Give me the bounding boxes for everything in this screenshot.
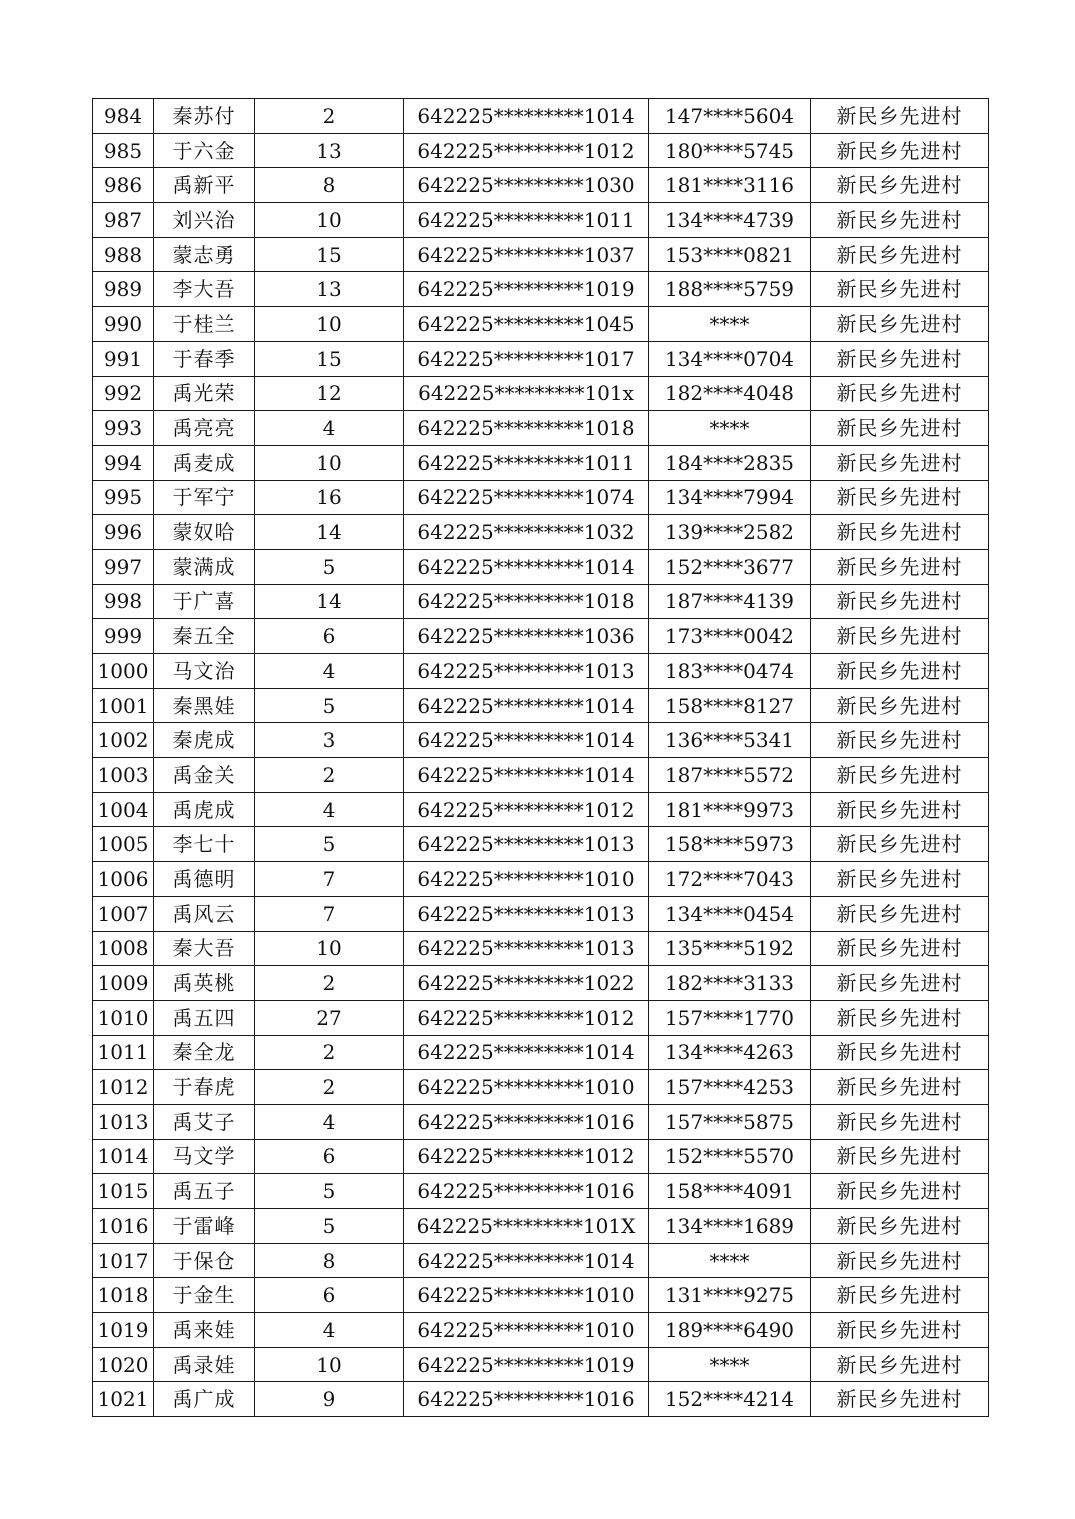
- row-number-cell: 1010: [93, 1000, 154, 1035]
- row-number-cell: 1012: [93, 1070, 154, 1105]
- count-cell: 10: [255, 931, 404, 966]
- village-cell: 新民乡先进村: [811, 931, 989, 966]
- name-cell: 禹亮亮: [154, 411, 255, 446]
- table-row: [93, 1243, 989, 1278]
- row-number-cell: 996: [93, 515, 154, 550]
- village-cell: 新民乡先进村: [811, 862, 989, 897]
- name-cell: 秦黑娃: [154, 688, 255, 723]
- row-number-cell: 999: [93, 619, 154, 654]
- name-cell: 秦全龙: [154, 1035, 255, 1070]
- id-number-cell: 642225*********1014: [404, 688, 649, 723]
- count-cell: 15: [255, 237, 404, 272]
- table-row: [93, 307, 989, 342]
- phone-cell: 153****0821: [649, 237, 811, 272]
- name-cell: 刘兴治: [154, 203, 255, 238]
- row-number-cell: 1011: [93, 1035, 154, 1070]
- village-cell: 新民乡先进村: [811, 896, 989, 931]
- row-number-cell: 1020: [93, 1347, 154, 1382]
- id-number-cell: 642225*********1014: [404, 1243, 649, 1278]
- count-cell: 27: [255, 1000, 404, 1035]
- name-cell: 禹风云: [154, 896, 255, 931]
- table-row: [93, 411, 989, 446]
- row-number-cell: 1005: [93, 827, 154, 862]
- row-number-cell: 989: [93, 272, 154, 307]
- table-row: [93, 445, 989, 480]
- name-cell: 禹艾子: [154, 1104, 255, 1139]
- table-row: [93, 272, 989, 307]
- name-cell: 禹来娃: [154, 1313, 255, 1348]
- count-cell: 6: [255, 1139, 404, 1174]
- row-number-cell: 994: [93, 445, 154, 480]
- count-cell: 6: [255, 1278, 404, 1313]
- count-cell: 2: [255, 1070, 404, 1105]
- table-row: [93, 654, 989, 689]
- phone-cell: 181****3116: [649, 168, 811, 203]
- row-number-cell: 987: [93, 203, 154, 238]
- phone-cell: 157****1770: [649, 1000, 811, 1035]
- row-number-cell: 984: [93, 99, 154, 134]
- id-number-cell: 642225*********1013: [404, 654, 649, 689]
- phone-cell: 131****9275: [649, 1278, 811, 1313]
- id-number-cell: 642225*********1013: [404, 896, 649, 931]
- table-row: [93, 584, 989, 619]
- village-cell: 新民乡先进村: [811, 966, 989, 1001]
- name-cell: 李七十: [154, 827, 255, 862]
- phone-cell: 139****2582: [649, 515, 811, 550]
- count-cell: 8: [255, 168, 404, 203]
- village-cell: 新民乡先进村: [811, 584, 989, 619]
- table-row: [93, 1000, 989, 1035]
- count-cell: 9: [255, 1382, 404, 1417]
- name-cell: 禹德明: [154, 862, 255, 897]
- phone-cell: ****: [649, 411, 811, 446]
- row-number-cell: 993: [93, 411, 154, 446]
- row-number-cell: 985: [93, 133, 154, 168]
- row-number-cell: 1018: [93, 1278, 154, 1313]
- count-cell: 13: [255, 272, 404, 307]
- id-number-cell: 642225*********1011: [404, 445, 649, 480]
- table-row: [93, 376, 989, 411]
- row-number-cell: 991: [93, 341, 154, 376]
- count-cell: 10: [255, 445, 404, 480]
- id-number-cell: 642225*********1022: [404, 966, 649, 1001]
- table-row: [93, 1070, 989, 1105]
- id-number-cell: 642225*********1013: [404, 827, 649, 862]
- table-row: [93, 1347, 989, 1382]
- id-number-cell: 642225*********1012: [404, 1000, 649, 1035]
- phone-cell: 152****4214: [649, 1382, 811, 1417]
- name-cell: 于春虎: [154, 1070, 255, 1105]
- phone-cell: 157****4253: [649, 1070, 811, 1105]
- phone-cell: 180****5745: [649, 133, 811, 168]
- table-row: [93, 1104, 989, 1139]
- id-number-cell: 642225*********1010: [404, 1313, 649, 1348]
- village-cell: 新民乡先进村: [811, 1000, 989, 1035]
- row-number-cell: 992: [93, 376, 154, 411]
- phone-cell: 182****3133: [649, 966, 811, 1001]
- row-number-cell: 1014: [93, 1139, 154, 1174]
- id-number-cell: 642225*********1074: [404, 480, 649, 515]
- name-cell: 禹金关: [154, 758, 255, 793]
- id-number-cell: 642225*********101X: [404, 1209, 649, 1244]
- village-cell: 新民乡先进村: [811, 827, 989, 862]
- row-number-cell: 988: [93, 237, 154, 272]
- id-number-cell: 642225*********1019: [404, 272, 649, 307]
- count-cell: 2: [255, 758, 404, 793]
- phone-cell: 189****6490: [649, 1313, 811, 1348]
- village-cell: 新民乡先进村: [811, 376, 989, 411]
- count-cell: 10: [255, 1347, 404, 1382]
- count-cell: 13: [255, 133, 404, 168]
- id-number-cell: 642225*********1016: [404, 1174, 649, 1209]
- id-number-cell: 642225*********1012: [404, 792, 649, 827]
- row-number-cell: 1001: [93, 688, 154, 723]
- records-table: [92, 98, 989, 1417]
- phone-cell: 134****4263: [649, 1035, 811, 1070]
- name-cell: 秦虎成: [154, 723, 255, 758]
- table-row: [93, 758, 989, 793]
- id-number-cell: 642225*********1018: [404, 411, 649, 446]
- row-number-cell: 1015: [93, 1174, 154, 1209]
- phone-cell: 173****0042: [649, 619, 811, 654]
- table-row: [93, 862, 989, 897]
- records-table-body: [93, 99, 989, 1417]
- count-cell: 2: [255, 966, 404, 1001]
- name-cell: 秦大吾: [154, 931, 255, 966]
- village-cell: 新民乡先进村: [811, 168, 989, 203]
- table-row: [93, 1382, 989, 1417]
- name-cell: 于春季: [154, 341, 255, 376]
- id-number-cell: 642225*********1030: [404, 168, 649, 203]
- row-number-cell: 998: [93, 584, 154, 619]
- village-cell: 新民乡先进村: [811, 758, 989, 793]
- count-cell: 7: [255, 896, 404, 931]
- village-cell: 新民乡先进村: [811, 1035, 989, 1070]
- table-row: [93, 1278, 989, 1313]
- name-cell: 蒙志勇: [154, 237, 255, 272]
- village-cell: 新民乡先进村: [811, 411, 989, 446]
- name-cell: 马文治: [154, 654, 255, 689]
- row-number-cell: 1000: [93, 654, 154, 689]
- village-cell: 新民乡先进村: [811, 792, 989, 827]
- table-row: [93, 99, 989, 134]
- count-cell: 8: [255, 1243, 404, 1278]
- village-cell: 新民乡先进村: [811, 1139, 989, 1174]
- count-cell: 14: [255, 584, 404, 619]
- phone-cell: 134****1689: [649, 1209, 811, 1244]
- table-row: [93, 549, 989, 584]
- id-number-cell: 642225*********1010: [404, 862, 649, 897]
- name-cell: 禹五子: [154, 1174, 255, 1209]
- id-number-cell: 642225*********1014: [404, 99, 649, 134]
- table-row: [93, 168, 989, 203]
- table-row: [93, 723, 989, 758]
- row-number-cell: 1007: [93, 896, 154, 931]
- village-cell: 新民乡先进村: [811, 688, 989, 723]
- phone-cell: 172****7043: [649, 862, 811, 897]
- village-cell: 新民乡先进村: [811, 480, 989, 515]
- phone-cell: 134****7994: [649, 480, 811, 515]
- phone-cell: 182****4048: [649, 376, 811, 411]
- row-number-cell: 1019: [93, 1313, 154, 1348]
- phone-cell: 157****5875: [649, 1104, 811, 1139]
- village-cell: 新民乡先进村: [811, 341, 989, 376]
- row-number-cell: 990: [93, 307, 154, 342]
- count-cell: 3: [255, 723, 404, 758]
- table-row: [93, 1209, 989, 1244]
- name-cell: 于雷峰: [154, 1209, 255, 1244]
- name-cell: 于保仓: [154, 1243, 255, 1278]
- row-number-cell: 1004: [93, 792, 154, 827]
- name-cell: 禹虎成: [154, 792, 255, 827]
- village-cell: 新民乡先进村: [811, 237, 989, 272]
- row-number-cell: 1016: [93, 1209, 154, 1244]
- id-number-cell: 642225*********1014: [404, 549, 649, 584]
- id-number-cell: 642225*********1032: [404, 515, 649, 550]
- count-cell: 6: [255, 619, 404, 654]
- count-cell: 5: [255, 688, 404, 723]
- village-cell: 新民乡先进村: [811, 99, 989, 134]
- table-row: [93, 792, 989, 827]
- name-cell: 李大吾: [154, 272, 255, 307]
- name-cell: 禹五四: [154, 1000, 255, 1035]
- count-cell: 15: [255, 341, 404, 376]
- count-cell: 4: [255, 1313, 404, 1348]
- count-cell: 4: [255, 411, 404, 446]
- village-cell: 新民乡先进村: [811, 1209, 989, 1244]
- row-number-cell: 995: [93, 480, 154, 515]
- name-cell: 马文学: [154, 1139, 255, 1174]
- count-cell: 7: [255, 862, 404, 897]
- village-cell: 新民乡先进村: [811, 549, 989, 584]
- name-cell: 蒙奴哈: [154, 515, 255, 550]
- village-cell: 新民乡先进村: [811, 203, 989, 238]
- row-number-cell: 1013: [93, 1104, 154, 1139]
- phone-cell: 152****5570: [649, 1139, 811, 1174]
- phone-cell: 158****4091: [649, 1174, 811, 1209]
- phone-cell: 184****2835: [649, 445, 811, 480]
- id-number-cell: 642225*********1036: [404, 619, 649, 654]
- name-cell: 于六金: [154, 133, 255, 168]
- id-number-cell: 642225*********1037: [404, 237, 649, 272]
- name-cell: 于广喜: [154, 584, 255, 619]
- row-number-cell: 997: [93, 549, 154, 584]
- village-cell: 新民乡先进村: [811, 272, 989, 307]
- phone-cell: 158****8127: [649, 688, 811, 723]
- village-cell: 新民乡先进村: [811, 654, 989, 689]
- count-cell: 5: [255, 549, 404, 584]
- phone-cell: 183****0474: [649, 654, 811, 689]
- table-row: [93, 515, 989, 550]
- count-cell: 5: [255, 1174, 404, 1209]
- table-row: [93, 896, 989, 931]
- id-number-cell: 642225*********1017: [404, 341, 649, 376]
- id-number-cell: 642225*********1014: [404, 1035, 649, 1070]
- village-cell: 新民乡先进村: [811, 1278, 989, 1313]
- phone-cell: ****: [649, 307, 811, 342]
- table-row: [93, 341, 989, 376]
- count-cell: 2: [255, 1035, 404, 1070]
- row-number-cell: 1002: [93, 723, 154, 758]
- village-cell: 新民乡先进村: [811, 1382, 989, 1417]
- count-cell: 4: [255, 654, 404, 689]
- id-number-cell: 642225*********1012: [404, 1139, 649, 1174]
- village-cell: 新民乡先进村: [811, 723, 989, 758]
- count-cell: 4: [255, 792, 404, 827]
- village-cell: 新民乡先进村: [811, 1347, 989, 1382]
- table-row: [93, 133, 989, 168]
- id-number-cell: 642225*********1010: [404, 1278, 649, 1313]
- name-cell: 于金生: [154, 1278, 255, 1313]
- count-cell: 16: [255, 480, 404, 515]
- table-row: [93, 1035, 989, 1070]
- village-cell: 新民乡先进村: [811, 619, 989, 654]
- phone-cell: ****: [649, 1243, 811, 1278]
- table-row: [93, 931, 989, 966]
- id-number-cell: 642225*********1010: [404, 1070, 649, 1105]
- phone-cell: ****: [649, 1347, 811, 1382]
- phone-cell: 134****4739: [649, 203, 811, 238]
- row-number-cell: 1017: [93, 1243, 154, 1278]
- name-cell: 秦苏付: [154, 99, 255, 134]
- village-cell: 新民乡先进村: [811, 307, 989, 342]
- table-row: [93, 1174, 989, 1209]
- phone-cell: 134****0704: [649, 341, 811, 376]
- table-row: [93, 1139, 989, 1174]
- table-row: [93, 237, 989, 272]
- id-number-cell: 642225*********1045: [404, 307, 649, 342]
- phone-cell: 187****4139: [649, 584, 811, 619]
- row-number-cell: 986: [93, 168, 154, 203]
- count-cell: 4: [255, 1104, 404, 1139]
- phone-cell: 181****9973: [649, 792, 811, 827]
- village-cell: 新民乡先进村: [811, 1243, 989, 1278]
- id-number-cell: 642225*********101x: [404, 376, 649, 411]
- name-cell: 蒙满成: [154, 549, 255, 584]
- count-cell: 14: [255, 515, 404, 550]
- id-number-cell: 642225*********1016: [404, 1382, 649, 1417]
- name-cell: 禹英桃: [154, 966, 255, 1001]
- table-row: [93, 688, 989, 723]
- id-number-cell: 642225*********1012: [404, 133, 649, 168]
- name-cell: 禹麦成: [154, 445, 255, 480]
- id-number-cell: 642225*********1018: [404, 584, 649, 619]
- name-cell: 于军宁: [154, 480, 255, 515]
- village-cell: 新民乡先进村: [811, 1104, 989, 1139]
- name-cell: 禹录娃: [154, 1347, 255, 1382]
- phone-cell: 188****5759: [649, 272, 811, 307]
- village-cell: 新民乡先进村: [811, 133, 989, 168]
- row-number-cell: 1003: [93, 758, 154, 793]
- count-cell: 10: [255, 307, 404, 342]
- count-cell: 10: [255, 203, 404, 238]
- id-number-cell: 642225*********1019: [404, 1347, 649, 1382]
- phone-cell: 135****5192: [649, 931, 811, 966]
- phone-cell: 152****3677: [649, 549, 811, 584]
- count-cell: 2: [255, 99, 404, 134]
- name-cell: 禹光荣: [154, 376, 255, 411]
- row-number-cell: 1006: [93, 862, 154, 897]
- phone-cell: 134****0454: [649, 896, 811, 931]
- id-number-cell: 642225*********1014: [404, 723, 649, 758]
- count-cell: 12: [255, 376, 404, 411]
- row-number-cell: 1021: [93, 1382, 154, 1417]
- village-cell: 新民乡先进村: [811, 445, 989, 480]
- phone-cell: 187****5572: [649, 758, 811, 793]
- village-cell: 新民乡先进村: [811, 1174, 989, 1209]
- name-cell: 禹新平: [154, 168, 255, 203]
- name-cell: 于桂兰: [154, 307, 255, 342]
- document-page: [92, 98, 988, 1417]
- row-number-cell: 1008: [93, 931, 154, 966]
- phone-cell: 136****5341: [649, 723, 811, 758]
- id-number-cell: 642225*********1013: [404, 931, 649, 966]
- table-row: [93, 1313, 989, 1348]
- table-row: [93, 827, 989, 862]
- name-cell: 禹广成: [154, 1382, 255, 1417]
- id-number-cell: 642225*********1014: [404, 758, 649, 793]
- phone-cell: 158****5973: [649, 827, 811, 862]
- name-cell: 秦五全: [154, 619, 255, 654]
- count-cell: 5: [255, 1209, 404, 1244]
- village-cell: 新民乡先进村: [811, 1313, 989, 1348]
- table-row: [93, 203, 989, 238]
- row-number-cell: 1009: [93, 966, 154, 1001]
- count-cell: 5: [255, 827, 404, 862]
- id-number-cell: 642225*********1011: [404, 203, 649, 238]
- village-cell: 新民乡先进村: [811, 1070, 989, 1105]
- table-row: [93, 966, 989, 1001]
- table-row: [93, 480, 989, 515]
- village-cell: 新民乡先进村: [811, 515, 989, 550]
- phone-cell: 147****5604: [649, 99, 811, 134]
- id-number-cell: 642225*********1016: [404, 1104, 649, 1139]
- table-row: [93, 619, 989, 654]
